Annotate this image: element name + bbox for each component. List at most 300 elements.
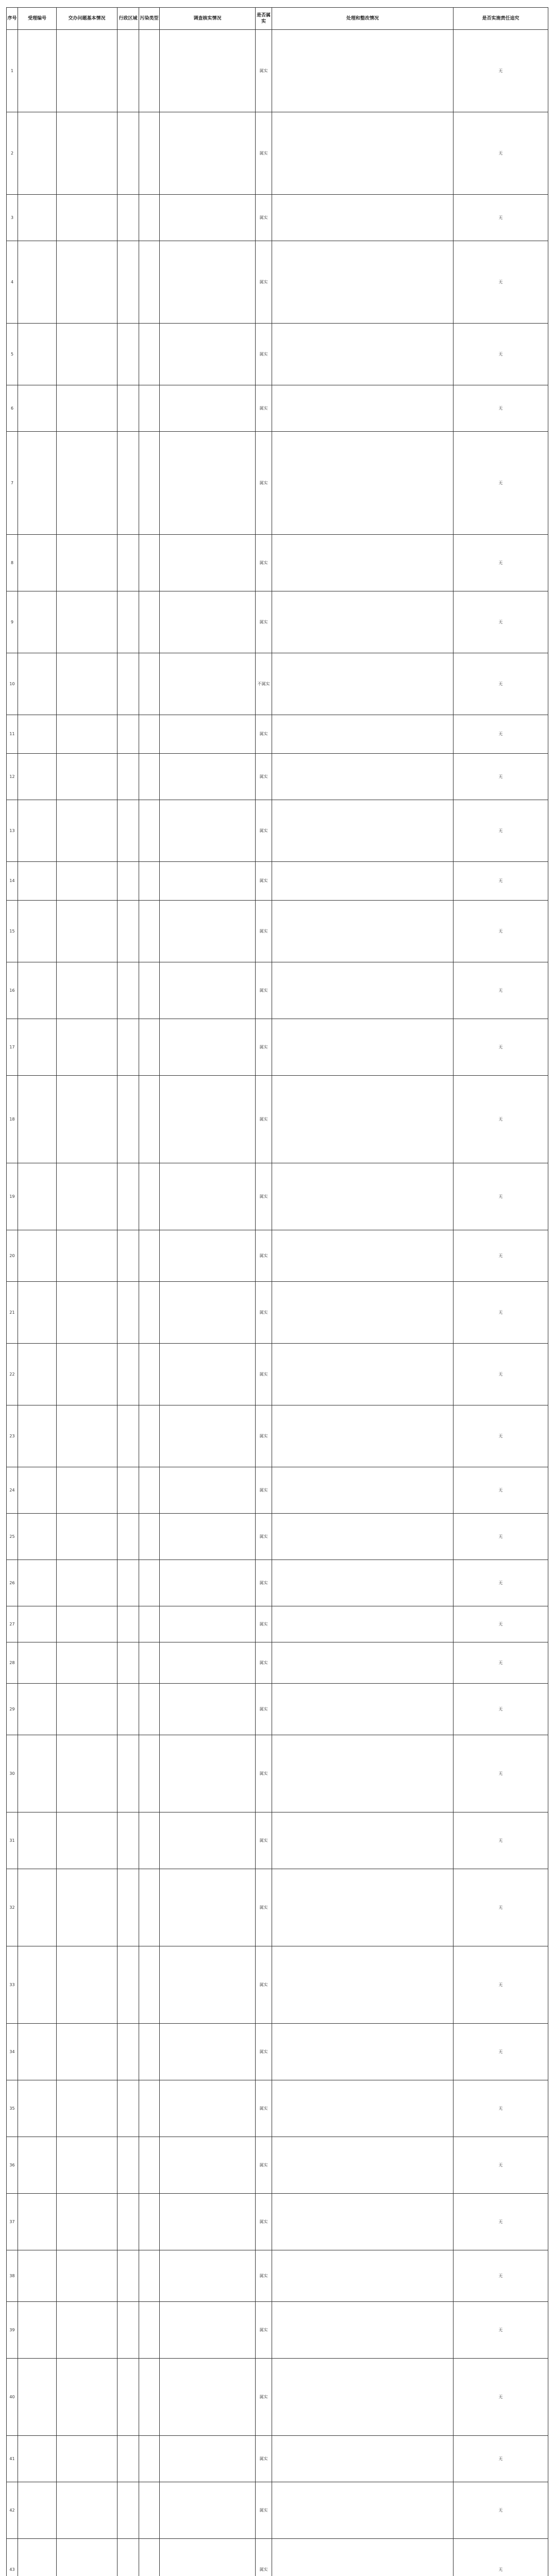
row-accountability: 无 — [454, 1230, 548, 1282]
row-issue — [57, 1467, 117, 1514]
row-region — [117, 2194, 139, 2250]
table-row — [7, 1869, 548, 1946]
row-verified: 属实 — [256, 1946, 272, 2024]
row-accountability: 无 — [454, 1405, 548, 1467]
header-region: 行政区域 — [117, 8, 139, 30]
row-accountability: 无 — [454, 432, 548, 535]
row-survey — [160, 241, 256, 324]
row-pollution-type — [139, 385, 160, 432]
row-verified: 属实 — [256, 1019, 272, 1076]
row-verified: 属实 — [256, 535, 272, 591]
row-region — [117, 241, 139, 324]
row-survey — [160, 1735, 256, 1812]
row-index: 41 — [7, 2436, 18, 2482]
row-region — [117, 901, 139, 962]
row-accountability: 无 — [454, 1684, 548, 1735]
row-pollution-type — [139, 901, 160, 962]
row-handling — [272, 1946, 454, 2024]
row-pollution-type — [139, 2194, 160, 2250]
row-region — [117, 862, 139, 901]
row-region — [117, 2539, 139, 2576]
row-issue — [57, 2482, 117, 2539]
row-region — [117, 715, 139, 754]
row-survey — [160, 1282, 256, 1344]
row-region — [117, 535, 139, 591]
row-handling — [272, 1076, 454, 1163]
row-handling — [272, 30, 454, 112]
row-verified: 属实 — [256, 2137, 272, 2194]
row-pollution-type — [139, 1606, 160, 1642]
row-case-id — [18, 535, 57, 591]
header-accountability: 是否实施责任追究 — [454, 8, 548, 30]
row-region — [117, 1467, 139, 1514]
row-case-id — [18, 1405, 57, 1467]
row-survey — [160, 1514, 256, 1560]
row-survey — [160, 1019, 256, 1076]
table-row — [7, 1467, 548, 1514]
row-verified: 属实 — [256, 1514, 272, 1560]
row-handling — [272, 324, 454, 385]
row-region — [117, 1344, 139, 1405]
row-issue — [57, 1684, 117, 1735]
row-region — [117, 1076, 139, 1163]
row-issue — [57, 535, 117, 591]
row-accountability: 无 — [454, 653, 548, 715]
row-index: 18 — [7, 1076, 18, 1163]
row-issue — [57, 2137, 117, 2194]
row-case-id — [18, 1344, 57, 1405]
table-row — [7, 2137, 548, 2194]
row-issue — [57, 2194, 117, 2250]
row-verified: 属实 — [256, 2359, 272, 2436]
row-verified: 属实 — [256, 112, 272, 195]
row-issue — [57, 862, 117, 901]
table-body — [7, 30, 548, 2576]
row-index: 35 — [7, 2080, 18, 2137]
row-pollution-type — [139, 1467, 160, 1514]
row-survey — [160, 1642, 256, 1684]
row-handling — [272, 2080, 454, 2137]
row-handling — [272, 1642, 454, 1684]
row-case-id — [18, 1869, 57, 1946]
row-pollution-type — [139, 1282, 160, 1344]
row-handling — [272, 2359, 454, 2436]
row-pollution-type — [139, 2482, 160, 2539]
row-case-id — [18, 1467, 57, 1514]
row-pollution-type — [139, 1076, 160, 1163]
row-verified: 属实 — [256, 962, 272, 1019]
row-survey — [160, 2436, 256, 2482]
table-row — [7, 962, 548, 1019]
row-survey — [160, 1946, 256, 2024]
row-handling — [272, 1467, 454, 1514]
row-handling — [272, 862, 454, 901]
row-index: 30 — [7, 1735, 18, 1812]
row-issue — [57, 1606, 117, 1642]
row-survey — [160, 324, 256, 385]
row-index: 20 — [7, 1230, 18, 1282]
row-survey — [160, 2250, 256, 2302]
row-survey — [160, 432, 256, 535]
table-row — [7, 653, 548, 715]
row-region — [117, 800, 139, 862]
table-row — [7, 1735, 548, 1812]
row-case-id — [18, 30, 57, 112]
row-region — [117, 1642, 139, 1684]
row-pollution-type — [139, 1946, 160, 2024]
row-verified: 属实 — [256, 901, 272, 962]
row-index: 32 — [7, 1869, 18, 1946]
row-accountability: 无 — [454, 30, 548, 112]
row-verified: 属实 — [256, 1642, 272, 1684]
row-case-id — [18, 2194, 57, 2250]
row-survey — [160, 1076, 256, 1163]
row-verified: 属实 — [256, 1163, 272, 1230]
row-survey — [160, 1344, 256, 1405]
row-handling — [272, 1684, 454, 1735]
row-accountability: 无 — [454, 962, 548, 1019]
table-row — [7, 112, 548, 195]
row-accountability: 无 — [454, 2250, 548, 2302]
row-pollution-type — [139, 2080, 160, 2137]
row-issue — [57, 591, 117, 653]
row-issue — [57, 2436, 117, 2482]
row-case-id — [18, 195, 57, 241]
row-issue — [57, 1163, 117, 1230]
row-pollution-type — [139, 800, 160, 862]
row-survey — [160, 2080, 256, 2137]
row-accountability: 无 — [454, 1812, 548, 1869]
row-index: 38 — [7, 2250, 18, 2302]
row-handling — [272, 1606, 454, 1642]
row-issue — [57, 385, 117, 432]
row-verified: 属实 — [256, 862, 272, 901]
row-handling — [272, 1163, 454, 1230]
row-region — [117, 1282, 139, 1344]
row-pollution-type — [139, 1514, 160, 1560]
row-issue — [57, 1230, 117, 1282]
row-pollution-type — [139, 324, 160, 385]
row-case-id — [18, 2137, 57, 2194]
row-index: 3 — [7, 195, 18, 241]
row-region — [117, 432, 139, 535]
row-survey — [160, 862, 256, 901]
row-case-id — [18, 962, 57, 1019]
row-region — [117, 754, 139, 800]
row-survey — [160, 2194, 256, 2250]
row-region — [117, 195, 139, 241]
row-accountability: 无 — [454, 862, 548, 901]
row-pollution-type — [139, 1812, 160, 1869]
row-pollution-type — [139, 2250, 160, 2302]
row-verified: 属实 — [256, 1735, 272, 1812]
header-pollution-type: 污染类型 — [139, 8, 160, 30]
row-issue — [57, 1735, 117, 1812]
row-survey — [160, 800, 256, 862]
row-case-id — [18, 112, 57, 195]
row-region — [117, 1812, 139, 1869]
row-verified: 属实 — [256, 1560, 272, 1606]
row-index: 42 — [7, 2482, 18, 2539]
row-verified: 属实 — [256, 591, 272, 653]
row-region — [117, 962, 139, 1019]
row-region — [117, 385, 139, 432]
row-pollution-type — [139, 2539, 160, 2576]
row-handling — [272, 2024, 454, 2080]
row-pollution-type — [139, 30, 160, 112]
row-case-id — [18, 1163, 57, 1230]
row-region — [117, 2436, 139, 2482]
row-accountability: 无 — [454, 715, 548, 754]
table-row — [7, 2436, 548, 2482]
row-survey — [160, 2359, 256, 2436]
row-case-id — [18, 2250, 57, 2302]
table-header-row — [7, 8, 548, 30]
row-pollution-type — [139, 432, 160, 535]
row-region — [117, 1514, 139, 1560]
row-index: 16 — [7, 962, 18, 1019]
table-row — [7, 2024, 548, 2080]
row-region — [117, 1684, 139, 1735]
row-index: 4 — [7, 241, 18, 324]
table-row — [7, 2482, 548, 2539]
row-accountability: 无 — [454, 2482, 548, 2539]
table-row — [7, 2080, 548, 2137]
row-handling — [272, 195, 454, 241]
row-accountability: 无 — [454, 1735, 548, 1812]
table-row — [7, 324, 548, 385]
row-case-id — [18, 1606, 57, 1642]
row-handling — [272, 112, 454, 195]
row-index: 28 — [7, 1642, 18, 1684]
row-accountability: 无 — [454, 1560, 548, 1606]
row-case-id — [18, 653, 57, 715]
row-accountability: 无 — [454, 1019, 548, 1076]
header-issue: 交办问题基本情况 — [57, 8, 117, 30]
row-accountability: 无 — [454, 1467, 548, 1514]
row-pollution-type — [139, 2024, 160, 2080]
row-pollution-type — [139, 862, 160, 901]
row-pollution-type — [139, 195, 160, 241]
row-handling — [272, 1344, 454, 1405]
table-row — [7, 1946, 548, 2024]
row-index: 7 — [7, 432, 18, 535]
row-accountability: 无 — [454, 324, 548, 385]
row-case-id — [18, 1560, 57, 1606]
table-row — [7, 535, 548, 591]
row-accountability: 无 — [454, 2539, 548, 2576]
row-survey — [160, 1560, 256, 1606]
row-issue — [57, 432, 117, 535]
row-accountability: 无 — [454, 2302, 548, 2359]
row-index: 2 — [7, 112, 18, 195]
row-verified: 属实 — [256, 1812, 272, 1869]
row-region — [117, 1163, 139, 1230]
row-region — [117, 112, 139, 195]
row-index: 17 — [7, 1019, 18, 1076]
row-pollution-type — [139, 1560, 160, 1606]
row-region — [117, 653, 139, 715]
row-accountability: 无 — [454, 1946, 548, 2024]
row-region — [117, 2080, 139, 2137]
row-pollution-type — [139, 1344, 160, 1405]
row-survey — [160, 2024, 256, 2080]
row-issue — [57, 1282, 117, 1344]
row-case-id — [18, 385, 57, 432]
complaint-table — [6, 7, 548, 2576]
row-survey — [160, 535, 256, 591]
row-region — [117, 1405, 139, 1467]
row-verified: 属实 — [256, 1405, 272, 1467]
row-handling — [272, 962, 454, 1019]
row-case-id — [18, 715, 57, 754]
row-handling — [272, 2137, 454, 2194]
row-accountability: 无 — [454, 1869, 548, 1946]
row-issue — [57, 2302, 117, 2359]
row-verified: 属实 — [256, 2194, 272, 2250]
row-index: 24 — [7, 1467, 18, 1514]
table-row — [7, 1282, 548, 1344]
header-handling: 处理和整改情况 — [272, 8, 454, 30]
row-index: 31 — [7, 1812, 18, 1869]
table-row — [7, 1812, 548, 1869]
row-accountability: 无 — [454, 195, 548, 241]
row-handling — [272, 385, 454, 432]
row-accountability: 无 — [454, 112, 548, 195]
row-index: 40 — [7, 2359, 18, 2436]
row-handling — [272, 800, 454, 862]
row-pollution-type — [139, 2302, 160, 2359]
row-issue — [57, 1812, 117, 1869]
row-index: 43 — [7, 2539, 18, 2576]
row-case-id — [18, 1946, 57, 2024]
row-case-id — [18, 1514, 57, 1560]
table-row — [7, 1560, 548, 1606]
row-handling — [272, 653, 454, 715]
row-case-id — [18, 2359, 57, 2436]
row-accountability: 无 — [454, 2194, 548, 2250]
row-index: 15 — [7, 901, 18, 962]
table-row — [7, 1163, 548, 1230]
row-region — [117, 324, 139, 385]
row-region — [117, 2250, 139, 2302]
row-survey — [160, 1606, 256, 1642]
row-handling — [272, 2194, 454, 2250]
row-verified: 属实 — [256, 324, 272, 385]
row-handling — [272, 1282, 454, 1344]
row-accountability: 无 — [454, 2436, 548, 2482]
row-index: 22 — [7, 1344, 18, 1405]
row-issue — [57, 653, 117, 715]
row-accountability: 无 — [454, 754, 548, 800]
row-case-id — [18, 2024, 57, 2080]
row-index: 1 — [7, 30, 18, 112]
row-index: 25 — [7, 1514, 18, 1560]
row-case-id — [18, 800, 57, 862]
row-handling — [272, 1230, 454, 1282]
row-accountability: 无 — [454, 535, 548, 591]
row-survey — [160, 1684, 256, 1735]
row-case-id — [18, 901, 57, 962]
row-accountability: 无 — [454, 591, 548, 653]
row-index: 37 — [7, 2194, 18, 2250]
table-row — [7, 1514, 548, 1560]
row-issue — [57, 324, 117, 385]
row-survey — [160, 2137, 256, 2194]
row-pollution-type — [139, 962, 160, 1019]
header-verified: 是否属实 — [256, 8, 272, 30]
row-handling — [272, 2482, 454, 2539]
row-region — [117, 1560, 139, 1606]
table-row — [7, 2302, 548, 2359]
row-issue — [57, 2080, 117, 2137]
row-handling — [272, 2302, 454, 2359]
row-verified: 属实 — [256, 2539, 272, 2576]
row-handling — [272, 1405, 454, 1467]
row-pollution-type — [139, 1230, 160, 1282]
row-verified: 属实 — [256, 195, 272, 241]
row-verified: 属实 — [256, 1076, 272, 1163]
row-verified: 属实 — [256, 2302, 272, 2359]
row-handling — [272, 1735, 454, 1812]
row-index: 10 — [7, 653, 18, 715]
row-survey — [160, 385, 256, 432]
table-row — [7, 1684, 548, 1735]
row-region — [117, 2024, 139, 2080]
row-verified: 属实 — [256, 385, 272, 432]
row-pollution-type — [139, 1163, 160, 1230]
row-case-id — [18, 432, 57, 535]
row-index: 9 — [7, 591, 18, 653]
row-region — [117, 2302, 139, 2359]
table-row — [7, 2250, 548, 2302]
row-index: 21 — [7, 1282, 18, 1344]
row-accountability: 无 — [454, 1282, 548, 1344]
row-pollution-type — [139, 112, 160, 195]
table-row — [7, 1230, 548, 1282]
row-issue — [57, 901, 117, 962]
row-handling — [272, 591, 454, 653]
row-index: 14 — [7, 862, 18, 901]
row-accountability: 无 — [454, 800, 548, 862]
row-region — [117, 591, 139, 653]
row-region — [117, 2137, 139, 2194]
row-region — [117, 1869, 139, 1946]
row-region — [117, 1606, 139, 1642]
row-verified: 属实 — [256, 432, 272, 535]
row-verified: 属实 — [256, 1230, 272, 1282]
row-pollution-type — [139, 2359, 160, 2436]
row-case-id — [18, 2482, 57, 2539]
row-survey — [160, 2482, 256, 2539]
row-survey — [160, 715, 256, 754]
row-case-id — [18, 1684, 57, 1735]
row-accountability: 无 — [454, 385, 548, 432]
row-case-id — [18, 241, 57, 324]
row-pollution-type — [139, 1869, 160, 1946]
row-verified: 属实 — [256, 800, 272, 862]
row-issue — [57, 1019, 117, 1076]
row-pollution-type — [139, 754, 160, 800]
row-pollution-type — [139, 1405, 160, 1467]
row-issue — [57, 1344, 117, 1405]
row-survey — [160, 1869, 256, 1946]
row-verified: 属实 — [256, 1282, 272, 1344]
row-index: 8 — [7, 535, 18, 591]
table-row — [7, 30, 548, 112]
row-pollution-type — [139, 715, 160, 754]
row-pollution-type — [139, 535, 160, 591]
